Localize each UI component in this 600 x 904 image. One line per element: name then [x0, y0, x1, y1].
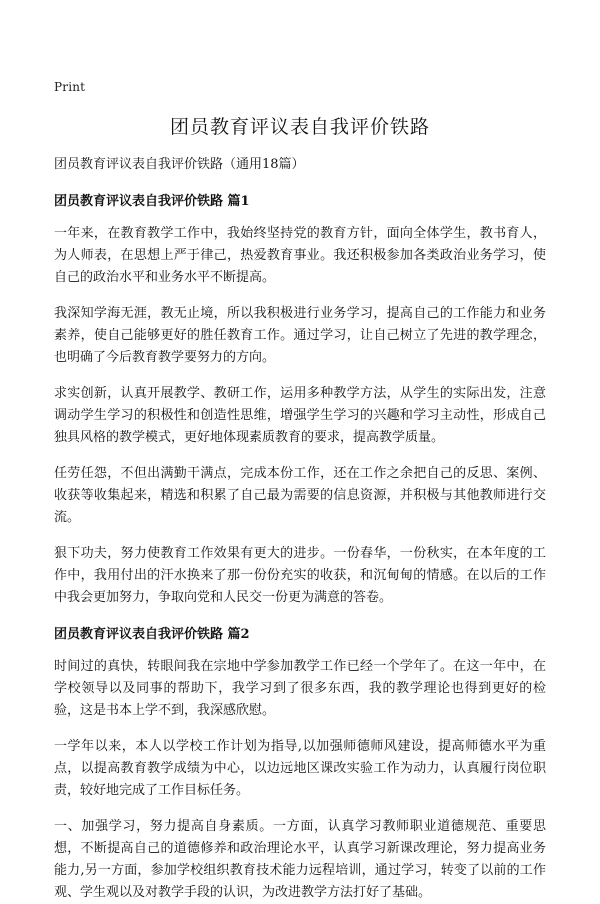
paragraph: 一学年以来，本人以学校工作计划为指导,以加强师德师风建设，提高师德水平为重点，以提高教育教学成绩为中心，以边远地区课改实验工作为动力，认真履行岗位职责，较好地完成了工作目标任务。: [54, 739, 546, 798]
paragraph: 一年来，在教育教学工作中，我始终坚持党的教育方针，面向全体学生，教书育人，为人师表，在思想上严于律己，热爱教育事业。我还积极参加各类政治业务学习，使自己的政治水平和业务水平不断提高。: [54, 226, 546, 285]
section-heading: 团员教育评议表自我评价铁路 篇1: [54, 194, 250, 209]
document-title: 团员教育评议表自我评价铁路: [169, 116, 430, 138]
section-heading: 团员教育评议表自我评价铁路 篇2: [54, 627, 250, 642]
paragraph: 狠下功夫，努力使教育工作效果有更大的进步。一份春华，一份秋实，在本年度的工作中，我用付出的汗水换来了那一份份充实的收获，和沉甸甸的情感。在以后的工作中我会更加努力，争取向党和人民交一份更为满意的答卷。: [54, 546, 546, 605]
paragraph: 一、加强学习，努力提高自身素质。一方面，认真学习教师职业道德规范、重要思想，不断提高自己的道德修养和政治理论水平，认真学习新课改理论，努力提高业务能力,另一方面，参加学校组织教育技术能力远程培训，通过学习，转变了以前的工作观、学生观以及对教学手段的认识，为改进教学方法打好了基础。: [54, 819, 546, 900]
paragraph: 我深知学海无涯，教无止境，所以我积极进行业务学习，提高自己的工作能力和业务素养，使自己能够更好的胜任教育工作。通过学习，让自己树立了先进的教学理念，也明确了今后教育教学要努力的方向。: [54, 306, 546, 365]
paragraph: 求实创新，认真开展教学、教研工作，运用多种教学方法，从学生的实际出发，注意调动学生学习的积极性和创造性思维，增强学生学习的兴趣和学习主动性，形成自己独具风格的教学模式，更好地体现素质教育的要求，提高教学质量。: [54, 386, 546, 445]
paragraph: 时间过的真快，转眼间我在宗地中学参加教学工作已经一个学年了。在这一年中，在学校领导以及同事的帮助下，我学习到了很多东西，我的教学理论也得到更好的检验，这是书本上学不到，我深感欣慰。: [54, 659, 546, 718]
document-subtitle: 团员教育评议表自我评价铁路（通用18篇）: [54, 157, 305, 172]
section-2: [54, 623, 546, 904]
paragraph: 任劳任怨，不但出满勤干满点，完成本份工作，还在工作之余把自己的反思、案例、收获等收集起来，精选和积累了自己最为需要的信息资源，并积极与其他教师进行交流。: [54, 466, 546, 525]
section-1: [54, 190, 546, 609]
print-label: Print: [54, 80, 86, 94]
